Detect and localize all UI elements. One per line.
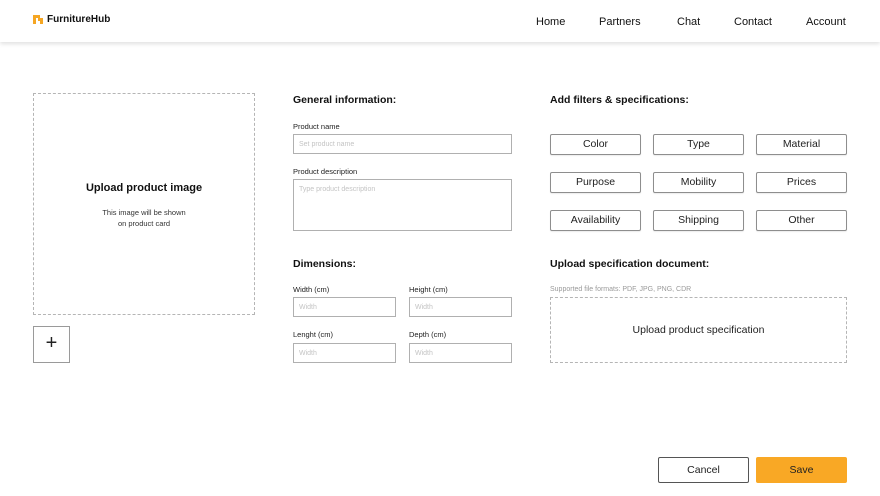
- filter-chip-other[interactable]: Other: [756, 210, 847, 231]
- height-input[interactable]: Width: [409, 297, 512, 317]
- upload-subtitle-line2: on product card: [117, 219, 171, 228]
- height-label: Height (cm): [409, 285, 448, 294]
- add-image-button[interactable]: [33, 326, 70, 363]
- filter-chip-prices[interactable]: Prices: [756, 172, 847, 193]
- spec-doc-title: Upload specification document:: [550, 258, 710, 270]
- filter-chip-type[interactable]: Type: [653, 134, 744, 155]
- product-name-input[interactable]: Set product name: [293, 134, 512, 154]
- filter-chip-purpose[interactable]: Purpose: [550, 172, 641, 193]
- filter-chip-mobility[interactable]: Mobility: [653, 172, 744, 193]
- cancel-button[interactable]: Cancel: [658, 457, 749, 483]
- filters-title: Add filters & specifications:: [550, 94, 689, 106]
- length-input[interactable]: Width: [293, 343, 396, 363]
- spec-document-dropzone[interactable]: [550, 297, 847, 363]
- upload-subtitle-line1: This image will be shown: [102, 208, 186, 217]
- nav-chat[interactable]: Chat: [677, 16, 701, 28]
- brand-logo[interactable]: [33, 14, 110, 25]
- width-input[interactable]: Width: [293, 297, 396, 317]
- length-label: Lenght (cm): [293, 330, 334, 339]
- nav-account[interactable]: Account: [806, 16, 846, 28]
- depth-input[interactable]: Width: [409, 343, 512, 363]
- upload-image-subtitle: [34, 207, 254, 229]
- nav-partners[interactable]: Partners: [599, 16, 641, 28]
- supported-formats-text: Supported file formats: PDF, JPG, PNG, CDR: [550, 286, 692, 293]
- top-navbar: [0, 0, 880, 42]
- dimensions-title: Dimensions:: [293, 258, 357, 270]
- filter-chip-material[interactable]: Material: [756, 134, 847, 155]
- nav-home[interactable]: Home: [536, 16, 566, 28]
- product-description-label: Product description: [293, 167, 358, 176]
- product-description-textarea[interactable]: Type product description: [293, 179, 512, 231]
- product-name-label: Product name: [293, 122, 340, 131]
- brand-name: FurnitureHub: [47, 14, 111, 25]
- plus-icon: +: [45, 332, 58, 354]
- spec-upload-label: Upload product specification: [632, 324, 765, 336]
- save-button[interactable]: Save: [756, 457, 847, 483]
- filter-chip-shipping[interactable]: Shipping: [653, 210, 744, 231]
- filter-chip-color[interactable]: Color: [550, 134, 641, 155]
- upload-image-title: Upload product image: [85, 182, 203, 194]
- depth-label: Depth (cm): [409, 330, 447, 339]
- logo-icon: [33, 15, 43, 24]
- width-label: Width (cm): [293, 285, 330, 294]
- nav-contact[interactable]: Contact: [734, 16, 772, 28]
- product-image-dropzone[interactable]: [33, 93, 255, 315]
- general-info-title: General information:: [293, 94, 397, 106]
- filter-chip-availability[interactable]: Availability: [550, 210, 641, 231]
